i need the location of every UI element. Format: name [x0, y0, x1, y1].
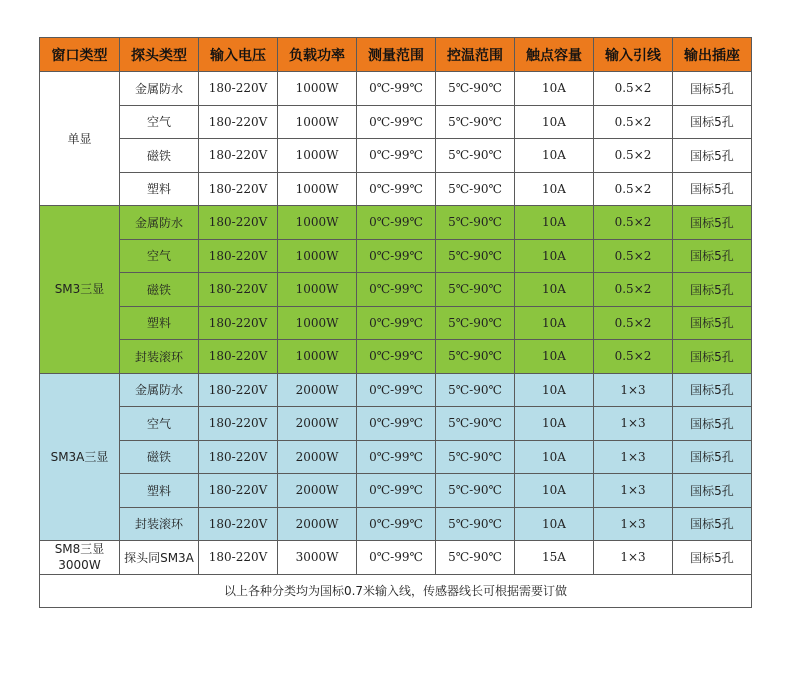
socket-cell: 国标5孔	[673, 541, 752, 575]
probe-type-cell: 塑料	[120, 474, 199, 508]
measure-range-cell: 0℃-99℃	[357, 72, 436, 106]
control-range-cell: 5℃-90℃	[436, 541, 515, 575]
probe-type-cell: 塑料	[120, 306, 199, 340]
power-cell: 1000W	[278, 340, 357, 374]
contact-cell: 10A	[515, 239, 594, 273]
contact-cell: 10A	[515, 206, 594, 240]
contact-cell: 10A	[515, 440, 594, 474]
contact-cell: 10A	[515, 172, 594, 206]
probe-type-cell: 金属防水	[120, 206, 199, 240]
lead-cell: 1×3	[594, 474, 673, 508]
table-row	[40, 541, 752, 575]
table-row	[40, 440, 752, 474]
voltage-cell: 180-220V	[199, 474, 278, 508]
voltage-cell: 180-220V	[199, 407, 278, 441]
header-input-voltage: 输入电压	[199, 38, 278, 72]
header-row	[40, 38, 752, 72]
control-range-cell: 5℃-90℃	[436, 440, 515, 474]
header-window-type: 窗口类型	[40, 38, 120, 72]
table-row	[40, 407, 752, 441]
socket-cell: 国标5孔	[673, 507, 752, 541]
voltage-cell: 180-220V	[199, 172, 278, 206]
voltage-cell: 180-220V	[199, 105, 278, 139]
table-row	[40, 306, 752, 340]
contact-cell: 10A	[515, 407, 594, 441]
window-type-text: SM3三显	[54, 282, 105, 297]
power-cell: 2000W	[278, 474, 357, 508]
measure-range-cell: 0℃-99℃	[357, 507, 436, 541]
measure-range-cell: 0℃-99℃	[357, 139, 436, 173]
lead-cell: 0.5×2	[594, 139, 673, 173]
control-range-cell: 5℃-90℃	[436, 172, 515, 206]
power-cell: 3000W	[278, 541, 357, 575]
probe-type-cell: 封装滚环	[120, 340, 199, 374]
measure-range-cell: 0℃-99℃	[357, 273, 436, 307]
voltage-cell: 180-220V	[199, 139, 278, 173]
control-range-cell: 5℃-90℃	[436, 340, 515, 374]
control-range-cell: 5℃-90℃	[436, 72, 515, 106]
power-cell: 1000W	[278, 306, 357, 340]
socket-cell: 国标5孔	[673, 206, 752, 240]
contact-cell: 10A	[515, 105, 594, 139]
probe-type-cell: 塑料	[120, 172, 199, 206]
measure-range-cell: 0℃-99℃	[357, 474, 436, 508]
control-range-cell: 5℃-90℃	[436, 239, 515, 273]
table-row	[40, 474, 752, 508]
power-cell: 1000W	[278, 72, 357, 106]
footer-row	[40, 574, 752, 607]
voltage-cell: 180-220V	[199, 206, 278, 240]
table-row	[40, 105, 752, 139]
measure-range-cell: 0℃-99℃	[357, 541, 436, 575]
table-header	[40, 38, 752, 72]
measure-range-cell: 0℃-99℃	[357, 206, 436, 240]
power-cell: 1000W	[278, 206, 357, 240]
contact-cell: 10A	[515, 72, 594, 106]
lead-cell: 0.5×2	[594, 239, 673, 273]
voltage-cell: 180-220V	[199, 306, 278, 340]
contact-cell: 10A	[515, 273, 594, 307]
lead-cell: 1×3	[594, 373, 673, 407]
measure-range-cell: 0℃-99℃	[357, 440, 436, 474]
voltage-cell: 180-220V	[199, 440, 278, 474]
lead-cell: 0.5×2	[594, 273, 673, 307]
voltage-cell: 180-220V	[199, 340, 278, 374]
contact-cell: 10A	[515, 474, 594, 508]
header-measure-range: 测量范围	[357, 38, 436, 72]
contact-cell: 10A	[515, 139, 594, 173]
window-type-text: SM8三显	[54, 542, 105, 557]
lead-cell: 0.5×2	[594, 105, 673, 139]
control-range-cell: 5℃-90℃	[436, 206, 515, 240]
lead-cell: 0.5×2	[594, 172, 673, 206]
socket-cell: 国标5孔	[673, 407, 752, 441]
power-cell: 1000W	[278, 273, 357, 307]
window-type-label	[55, 281, 105, 297]
measure-range-cell: 0℃-99℃	[357, 239, 436, 273]
probe-type-cell: 空气	[120, 407, 199, 441]
measure-range-cell: 0℃-99℃	[357, 172, 436, 206]
header-contact-capacity: 触点容量	[515, 38, 594, 72]
power-cell: 2000W	[278, 440, 357, 474]
power-cell: 1000W	[278, 239, 357, 273]
socket-cell: 国标5孔	[673, 373, 752, 407]
socket-cell: 国标5孔	[673, 239, 752, 273]
socket-cell: 国标5孔	[673, 474, 752, 508]
control-range-cell: 5℃-90℃	[436, 105, 515, 139]
spec-table	[39, 37, 752, 608]
lead-cell: 1×3	[594, 440, 673, 474]
window-type-label	[51, 449, 109, 465]
table-row	[40, 273, 752, 307]
header-load-power: 负载功率	[278, 38, 357, 72]
power-cell: 1000W	[278, 105, 357, 139]
socket-cell: 国标5孔	[673, 340, 752, 374]
voltage-cell: 180-220V	[199, 541, 278, 575]
lead-cell: 0.5×2	[594, 72, 673, 106]
header-output-socket: 输出插座	[673, 38, 752, 72]
probe-type-cell: 空气	[120, 239, 199, 273]
socket-cell: 国标5孔	[673, 139, 752, 173]
window-type-text: SM3A三显	[50, 449, 109, 464]
probe-type-cell: 封装滚环	[120, 507, 199, 541]
control-range-cell: 5℃-90℃	[436, 407, 515, 441]
table-row	[40, 373, 752, 407]
control-range-cell: 5℃-90℃	[436, 273, 515, 307]
probe-type-cell: 探头同SM3A	[120, 541, 199, 575]
footer-note: 以上各种分类均为国标0.7米输入线，传感器线长可根据需要订做	[40, 574, 752, 607]
window-type-text: 单显	[67, 131, 92, 146]
table-row	[40, 139, 752, 173]
power-cell: 2000W	[278, 507, 357, 541]
socket-cell: 国标5孔	[673, 105, 752, 139]
probe-type-cell: 磁铁	[120, 139, 199, 173]
socket-cell: 国标5孔	[673, 72, 752, 106]
probe-type-cell: 空气	[120, 105, 199, 139]
contact-cell: 15A	[515, 541, 594, 575]
contact-cell: 10A	[515, 373, 594, 407]
window-type-cell	[40, 373, 120, 541]
table-row	[40, 72, 752, 106]
voltage-cell: 180-220V	[199, 507, 278, 541]
socket-cell: 国标5孔	[673, 440, 752, 474]
table-row	[40, 340, 752, 374]
probe-type-cell: 金属防水	[120, 72, 199, 106]
control-range-cell: 5℃-90℃	[436, 507, 515, 541]
probe-type-cell: 磁铁	[120, 440, 199, 474]
voltage-cell: 180-220V	[199, 373, 278, 407]
control-range-cell: 5℃-90℃	[436, 373, 515, 407]
control-range-cell: 5℃-90℃	[436, 139, 515, 173]
measure-range-cell: 0℃-99℃	[357, 407, 436, 441]
control-range-cell: 5℃-90℃	[436, 474, 515, 508]
socket-cell: 国标5孔	[673, 306, 752, 340]
power-cell: 1000W	[278, 139, 357, 173]
header-control-range: 控温范围	[436, 38, 515, 72]
control-range-cell: 5℃-90℃	[436, 306, 515, 340]
window-type-cell	[40, 541, 120, 575]
window-type-cell	[40, 72, 120, 206]
power-cell: 2000W	[278, 373, 357, 407]
window-type-label	[67, 131, 91, 147]
table-row	[40, 239, 752, 273]
header-input-lead: 输入引线	[594, 38, 673, 72]
lead-cell: 1×3	[594, 507, 673, 541]
measure-range-cell: 0℃-99℃	[357, 105, 436, 139]
power-cell: 1000W	[278, 172, 357, 206]
contact-cell: 10A	[515, 340, 594, 374]
window-type-cell	[40, 206, 120, 374]
socket-cell: 国标5孔	[673, 273, 752, 307]
voltage-cell: 180-220V	[199, 72, 278, 106]
lead-cell: 1×3	[594, 541, 673, 575]
lead-cell: 0.5×2	[594, 340, 673, 374]
contact-cell: 10A	[515, 507, 594, 541]
contact-cell: 10A	[515, 306, 594, 340]
voltage-cell: 180-220V	[199, 273, 278, 307]
window-type-subtext: 3000W	[58, 558, 101, 573]
voltage-cell: 180-220V	[199, 239, 278, 273]
lead-cell: 0.5×2	[594, 206, 673, 240]
measure-range-cell: 0℃-99℃	[357, 340, 436, 374]
table-row	[40, 507, 752, 541]
table-row	[40, 206, 752, 240]
probe-type-cell: 金属防水	[120, 373, 199, 407]
measure-range-cell: 0℃-99℃	[357, 373, 436, 407]
socket-cell: 国标5孔	[673, 172, 752, 206]
window-type-label	[55, 541, 105, 573]
probe-type-cell: 磁铁	[120, 273, 199, 307]
lead-cell: 0.5×2	[594, 306, 673, 340]
header-probe-type: 探头类型	[120, 38, 199, 72]
power-cell: 2000W	[278, 407, 357, 441]
measure-range-cell: 0℃-99℃	[357, 306, 436, 340]
table-body	[40, 72, 752, 575]
table-row	[40, 172, 752, 206]
lead-cell: 1×3	[594, 407, 673, 441]
table-footer	[40, 574, 752, 607]
